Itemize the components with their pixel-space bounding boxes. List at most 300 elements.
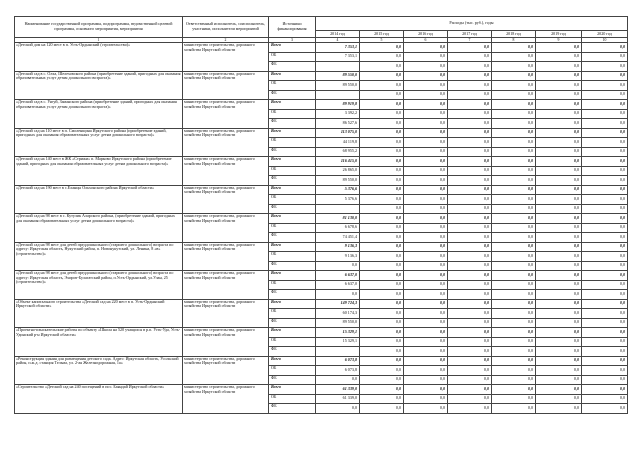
- expense-value: 0,0: [536, 119, 582, 129]
- expense-value: 0,0: [360, 71, 404, 81]
- expense-value: 0,0: [360, 195, 404, 205]
- expense-value: 0,0: [360, 100, 404, 110]
- expense-value: 0,0: [536, 328, 582, 338]
- measure-executor: министерство строительства, дорожного хозяйства Иркутской области: [183, 271, 269, 300]
- expense-value: 0,0: [404, 71, 448, 81]
- expense-value: 0,0: [360, 242, 404, 252]
- expense-value: 0,0: [582, 138, 628, 148]
- table-row: [15, 242, 628, 252]
- expense-value: 0,0: [536, 252, 582, 262]
- expense-value: 0,0: [448, 356, 492, 366]
- funding-source: ФБ: [269, 404, 316, 414]
- funding-source: ОБ: [269, 280, 316, 290]
- table-row: [15, 185, 628, 195]
- expense-value: 6 678,6: [316, 223, 360, 233]
- expense-value: 0,0: [582, 309, 628, 319]
- measure-name: «Реконструкция здания для размещения детского сада. Адрес: Иркутская область, Усольский район, п.ж.д. станция Тельма, ул. 2-ая Железнодорожная, 1а»: [15, 356, 183, 385]
- expense-value: 0,0: [492, 166, 536, 176]
- expense-value: 0,0: [492, 195, 536, 205]
- expense-value: 0,0: [582, 147, 628, 157]
- expense-value: 89 550,0: [316, 318, 360, 328]
- expense-value: 5 376,6: [316, 185, 360, 195]
- measure-name: «Детский сад на 98 мест в с. Кутулик Аларского района, (приобретение зданий, пригодных для оказания образовательных услуг детям дошкольного возраста)»: [15, 214, 183, 243]
- funding-source: ФБ: [269, 233, 316, 243]
- expense-value: 0,0: [582, 328, 628, 338]
- expense-value: 0,0: [404, 119, 448, 129]
- expense-value: 0,0: [360, 176, 404, 186]
- expense-value: 0,0: [536, 166, 582, 176]
- expense-value: 0,0: [360, 233, 404, 243]
- table-row: [15, 100, 628, 110]
- funding-source: ФБ: [269, 375, 316, 385]
- measure-name: «Объект капитального строительства «Детский сад на 220 мест в п. Усть-Ордынский Иркутской области»: [15, 299, 183, 328]
- expense-table: [14, 16, 628, 414]
- expense-value: 0,0: [536, 52, 582, 62]
- table-row: [15, 128, 628, 138]
- measure-executor: министерство строительства, дорожного хозяйства Иркутской области: [183, 128, 269, 157]
- expense-value: 0,0: [448, 62, 492, 72]
- column-index-cell: 1: [15, 38, 183, 43]
- expense-value: 149 724,3: [316, 299, 360, 309]
- expense-value: 0,0: [316, 261, 360, 271]
- expense-value: 0,0: [360, 394, 404, 404]
- expense-value: 0,0: [536, 233, 582, 243]
- expense-value: 0,0: [404, 242, 448, 252]
- expense-value: 0,0: [536, 375, 582, 385]
- expense-value: 0,0: [536, 385, 582, 395]
- expense-value: 0,0: [492, 100, 536, 110]
- column-index-cell: 2: [183, 38, 269, 43]
- funding-source: Всего: [269, 128, 316, 138]
- expense-value: 0,0: [582, 299, 628, 309]
- expense-value: 0,0: [448, 71, 492, 81]
- expense-value: 0,0: [582, 385, 628, 395]
- expense-value: 0,0: [404, 318, 448, 328]
- expense-value: 7 353,1: [316, 52, 360, 62]
- expense-value: 0,0: [492, 62, 536, 72]
- expense-value: 0,0: [448, 176, 492, 186]
- expense-value: 0,0: [492, 204, 536, 214]
- expense-value: 61 339,0: [316, 385, 360, 395]
- expense-value: 0,0: [582, 157, 628, 167]
- expense-value: 0,0: [360, 185, 404, 195]
- expense-value: 0,0: [492, 328, 536, 338]
- header-year: 2015 год: [360, 31, 404, 38]
- expense-value: 0,0: [582, 100, 628, 110]
- expense-value: 6 073,8: [316, 366, 360, 376]
- expense-value: 7 353,1: [316, 43, 360, 53]
- table-row: [15, 71, 628, 81]
- expense-value: 0,0: [536, 242, 582, 252]
- expense-value: 0,0: [492, 404, 536, 414]
- funding-source: Всего: [269, 356, 316, 366]
- funding-source: ФБ: [269, 147, 316, 157]
- expense-value: 0,0: [448, 81, 492, 91]
- expense-value: 0,0: [492, 337, 536, 347]
- expense-table-sheet: [14, 16, 627, 414]
- expense-value: 0,0: [448, 109, 492, 119]
- expense-value: 0,0: [316, 290, 360, 300]
- expense-value: 0,0: [536, 318, 582, 328]
- measure-name: «Детский дом на 120 мест в п. Усть-Ордынский (строительство)»: [15, 43, 183, 72]
- expense-value: 0,0: [448, 52, 492, 62]
- expense-value: 0,0: [536, 404, 582, 414]
- expense-value: 0,0: [360, 109, 404, 119]
- expense-value: 0,0: [582, 195, 628, 205]
- expense-value: 0,0: [536, 157, 582, 167]
- expense-value: 0,0: [536, 147, 582, 157]
- expense-value: 0,0: [360, 318, 404, 328]
- expense-value: 0,0: [582, 394, 628, 404]
- funding-source: ОБ: [269, 195, 316, 205]
- expense-value: 0,0: [536, 90, 582, 100]
- expense-value: 0,0: [536, 223, 582, 233]
- table-row: [15, 43, 628, 53]
- expense-value: 113 075,0: [316, 128, 360, 138]
- expense-value: 0,0: [582, 375, 628, 385]
- expense-value: 0,0: [582, 128, 628, 138]
- expense-value: 0,0: [316, 375, 360, 385]
- expense-value: 0,0: [492, 81, 536, 91]
- expense-value: 0,0: [582, 280, 628, 290]
- expense-value: 0,0: [404, 90, 448, 100]
- expense-value: 0,0: [448, 128, 492, 138]
- expense-value: 89 550,0: [316, 81, 360, 91]
- expense-value: 0,0: [448, 195, 492, 205]
- funding-source: ОБ: [269, 337, 316, 347]
- expense-value: 0,0: [360, 81, 404, 91]
- expense-value: 0,0: [492, 394, 536, 404]
- expense-value: 0,0: [316, 404, 360, 414]
- expense-value: 74 451,4: [316, 233, 360, 243]
- expense-value: 0,0: [448, 290, 492, 300]
- expense-value: 0,0: [582, 261, 628, 271]
- expense-value: 0,0: [448, 394, 492, 404]
- column-index-cell: 3: [269, 38, 316, 43]
- measure-name: «Детский сад в с. Уягуй, Заманского района (приобретение зданий, пригодных для оказания образовательных услуг детям дошкольного возраста)»: [15, 100, 183, 129]
- expense-value: 0,0: [404, 109, 448, 119]
- expense-value: 15 329,1: [316, 337, 360, 347]
- expense-value: 0,0: [536, 299, 582, 309]
- expense-value: 0,0: [360, 214, 404, 224]
- column-index-cell: 4: [316, 38, 360, 43]
- funding-source: ФБ: [269, 90, 316, 100]
- expense-value: 60 174,3: [316, 309, 360, 319]
- expense-value: 0,0: [582, 109, 628, 119]
- measure-executor: министерство строительства, дорожного хозяйства Иркутской области: [183, 71, 269, 100]
- expense-value: 0,0: [404, 328, 448, 338]
- funding-source: ОБ: [269, 223, 316, 233]
- expense-value: 0,0: [582, 223, 628, 233]
- funding-source: ФБ: [269, 204, 316, 214]
- expense-value: 0,0: [404, 157, 448, 167]
- expense-value: 0,0: [492, 375, 536, 385]
- expense-value: 0,0: [536, 71, 582, 81]
- expense-value: 0,0: [536, 261, 582, 271]
- header-executor: Ответственный исполнитель, соисполнитель, участники, исполнители мероприятий: [183, 17, 269, 38]
- expense-value: 0,0: [448, 261, 492, 271]
- expense-value: 0,0: [404, 185, 448, 195]
- expense-value: 0,0: [536, 271, 582, 281]
- expense-value: 0,0: [536, 280, 582, 290]
- expense-value: 0,0: [492, 318, 536, 328]
- funding-source: Всего: [269, 299, 316, 309]
- expense-value: 0,0: [360, 356, 404, 366]
- expense-value: 0,0: [360, 280, 404, 290]
- expense-value: 0,0: [448, 90, 492, 100]
- expense-value: 0,0: [360, 337, 404, 347]
- expense-value: 0,0: [404, 52, 448, 62]
- funding-source: Всего: [269, 100, 316, 110]
- measure-executor: министерство строительства, дорожного хозяйства Иркутской области: [183, 100, 269, 129]
- expense-value: 0,0: [448, 280, 492, 290]
- expense-value: 0,0: [536, 62, 582, 72]
- expense-value: 44 119,8: [316, 138, 360, 148]
- expense-value: 0,0: [448, 233, 492, 243]
- expense-value: 0,0: [360, 252, 404, 262]
- expense-value: 0,0: [536, 138, 582, 148]
- expense-value: 0,0: [492, 242, 536, 252]
- expense-value: 0,0: [582, 166, 628, 176]
- expense-value: 0,0: [492, 71, 536, 81]
- expense-value: 0,0: [492, 138, 536, 148]
- expense-value: 0,0: [404, 394, 448, 404]
- expense-value: 89 550,0: [316, 71, 360, 81]
- expense-value: 0,0: [360, 290, 404, 300]
- expense-value: 0,0: [404, 81, 448, 91]
- measure-executor: министерство строительства, дорожного хозяйства Иркутской области: [183, 328, 269, 357]
- expense-value: 0,0: [404, 214, 448, 224]
- expense-value: 0,0: [404, 375, 448, 385]
- expense-value: 0,0: [404, 100, 448, 110]
- header-expenses: Расходы (тыс. руб.), годы: [316, 17, 628, 31]
- expense-value: 0,0: [582, 81, 628, 91]
- expense-value: 26 865,0: [316, 166, 360, 176]
- expense-value: 0,0: [492, 147, 536, 157]
- funding-source: ОБ: [269, 252, 316, 262]
- measure-executor: министерство строительства, дорожного хозяйства Иркутской области: [183, 157, 269, 186]
- measure-name: «Детский сад на 110 мест в п. Смоленщина Иркутского района (приобретение зданий, пригодных для оказания образовательных услуг детям дошкольного возраста)»: [15, 128, 183, 157]
- expense-value: 0,0: [360, 128, 404, 138]
- expense-value: 0,0: [404, 195, 448, 205]
- expense-value: 0,0: [404, 166, 448, 176]
- expense-value: 0,0: [582, 356, 628, 366]
- expense-value: 0,0: [536, 356, 582, 366]
- expense-value: 0,0: [582, 90, 628, 100]
- measure-executor: министерство строительства, дорожного хозяйства Иркутской области: [183, 356, 269, 385]
- funding-source: ОБ: [269, 309, 316, 319]
- expense-value: 0,0: [360, 138, 404, 148]
- expense-value: 0,0: [582, 347, 628, 357]
- funding-source: Всего: [269, 185, 316, 195]
- expense-value: 0,0: [360, 43, 404, 53]
- funding-source: Всего: [269, 385, 316, 395]
- expense-value: 0,0: [404, 43, 448, 53]
- header-year: 2014 год: [316, 31, 360, 38]
- expense-value: 0,0: [448, 318, 492, 328]
- measure-executor: министерство строительства, дорожного хозяйства Иркутской области: [183, 43, 269, 72]
- expense-value: 0,0: [404, 337, 448, 347]
- expense-value: 3 392,2: [316, 109, 360, 119]
- expense-value: [316, 204, 360, 214]
- expense-value: 0,0: [492, 214, 536, 224]
- column-index-cell: 10: [582, 38, 628, 43]
- header-year: 2017 год: [448, 31, 492, 38]
- expense-value: 0,0: [360, 147, 404, 157]
- expense-value: 0,0: [448, 309, 492, 319]
- expense-value: 0,0: [582, 71, 628, 81]
- expense-value: 0,0: [448, 404, 492, 414]
- column-index-cell: 6: [404, 38, 448, 43]
- table-row: [15, 271, 628, 281]
- expense-value: 0,0: [360, 385, 404, 395]
- expense-value: 0,0: [448, 214, 492, 224]
- measure-name: «Детский сад на 140 мест в ЖК «Стрижи» п. Марково Иркутского района (приобретение зданий, пригодных для оказания образовательных услуг детям дошкольного возраста)»: [15, 157, 183, 186]
- measure-executor: министерство строительства, дорожного хозяйства Иркутской области: [183, 242, 269, 271]
- expense-value: 0,0: [448, 242, 492, 252]
- expense-value: 0,0: [404, 223, 448, 233]
- expense-value: 0,0: [582, 242, 628, 252]
- funding-source: ОБ: [269, 138, 316, 148]
- measure-executor: министерство строительства, дорожного хозяйства Иркутской области: [183, 299, 269, 328]
- expense-value: 0,0: [360, 375, 404, 385]
- table-row: [15, 356, 628, 366]
- expense-value: 0,0: [360, 223, 404, 233]
- expense-value: 89 919,8: [316, 100, 360, 110]
- expense-value: 0,0: [582, 176, 628, 186]
- expense-value: 0,0: [448, 252, 492, 262]
- expense-value: 0,0: [404, 252, 448, 262]
- expense-value: 0,0: [360, 52, 404, 62]
- expense-value: 0,0: [404, 404, 448, 414]
- expense-value: 0,0: [360, 366, 404, 376]
- expense-value: 0,0: [360, 261, 404, 271]
- funding-source: ФБ: [269, 62, 316, 72]
- expense-value: 0,0: [404, 385, 448, 395]
- expense-value: 0,0: [360, 299, 404, 309]
- expense-value: 89 550,0: [316, 176, 360, 186]
- expense-value: 0,0: [404, 261, 448, 271]
- expense-value: 0,0: [360, 157, 404, 167]
- expense-value: 0,0: [448, 271, 492, 281]
- expense-value: 0,0: [360, 404, 404, 414]
- expense-value: 0,0: [492, 347, 536, 357]
- expense-value: 0,0: [404, 176, 448, 186]
- funding-source: ОБ: [269, 109, 316, 119]
- expense-value: 0,0: [582, 366, 628, 376]
- expense-value: 0,0: [536, 366, 582, 376]
- expense-value: 0,0: [360, 271, 404, 281]
- expense-value: 0,0: [582, 252, 628, 262]
- expense-value: 0,0: [404, 309, 448, 319]
- expense-value: 0,0: [536, 214, 582, 224]
- expense-value: 0,0: [536, 176, 582, 186]
- measure-name: «Детский сад на 98 мест для детей преддошкольного (старшего дошкольного) возраста по адресу: Иркутская область, Нукутский район, п. Новонукутский, ул. Ленина, 8 «в» (строительство)»: [15, 242, 183, 271]
- expense-value: [316, 90, 360, 100]
- expense-value: 0,0: [448, 185, 492, 195]
- header-year: 2019 год: [536, 31, 582, 38]
- expense-value: 0,0: [492, 280, 536, 290]
- column-index-cell: 5: [360, 38, 404, 43]
- expense-value: 0,0: [492, 109, 536, 119]
- expense-value: 0,0: [492, 90, 536, 100]
- expense-value: 0,0: [448, 166, 492, 176]
- table-row: [15, 385, 628, 395]
- funding-source: ФБ: [269, 119, 316, 129]
- expense-value: 0,0: [492, 271, 536, 281]
- funding-source: Всего: [269, 43, 316, 53]
- expense-value: 0,0: [582, 271, 628, 281]
- expense-value: 0,0: [360, 119, 404, 129]
- measure-executor: министерство строительства, дорожного хозяйства Иркутской области: [183, 214, 269, 243]
- column-index-cell: 7: [448, 38, 492, 43]
- expense-value: 0,0: [582, 52, 628, 62]
- expense-value: 0,0: [448, 147, 492, 157]
- measure-name: «Детский сад на 98 мест для детей преддошкольного (старшего дошкольного) возраста по адресу: Иркутская область, Эхирит-Булагатский район, п.Усть-Ордынский, ул.Улан, 25 (строительство)»: [15, 271, 183, 300]
- expense-value: 0,0: [404, 62, 448, 72]
- expense-value: 0,0: [448, 119, 492, 129]
- measure-name: «Проектно-изыскательские работы по объекту «Школа на 520 учащихся в р.п. Усть-Уда, Усть-Удинский р-н Иркутской области»: [15, 328, 183, 357]
- expense-value: 0,0: [536, 195, 582, 205]
- expense-value: 86 527,6: [316, 119, 360, 129]
- expense-value: 0,0: [360, 166, 404, 176]
- funding-source: ФБ: [269, 347, 316, 357]
- expense-value: 6 073,8: [316, 356, 360, 366]
- header-year: 2016 год: [404, 31, 448, 38]
- expense-value: 0,0: [492, 233, 536, 243]
- funding-source: Всего: [269, 328, 316, 338]
- column-index-cell: 9: [536, 38, 582, 43]
- expense-value: 0,0: [404, 366, 448, 376]
- expense-value: 0,0: [448, 157, 492, 167]
- expense-value: 0,0: [582, 62, 628, 72]
- expense-value: 0,0: [492, 252, 536, 262]
- funding-source: ОБ: [269, 52, 316, 62]
- expense-value: 0,0: [492, 157, 536, 167]
- expense-value: 0,0: [492, 261, 536, 271]
- expense-value: 0,0: [448, 328, 492, 338]
- expense-value: 0,0: [448, 337, 492, 347]
- expense-value: 0,0: [404, 128, 448, 138]
- expense-value: 0,0: [492, 309, 536, 319]
- expense-value: 0,0: [448, 100, 492, 110]
- table-row: [15, 214, 628, 224]
- expense-value: 0,0: [536, 337, 582, 347]
- measure-name: «Строительство «Детский сад на 240 посещений в пос. Баяндай Иркутской области»: [15, 385, 183, 414]
- expense-value: 0,0: [360, 309, 404, 319]
- expense-value: 0,0: [536, 185, 582, 195]
- expense-value: 0,0: [582, 404, 628, 414]
- expense-value: 6 637,0: [316, 271, 360, 281]
- measure-executor: министерство строительства, дорожного хозяйства Иркутской области: [183, 185, 269, 214]
- expense-value: 0,0: [492, 366, 536, 376]
- expense-value: [316, 62, 360, 72]
- expense-value: 0,0: [360, 328, 404, 338]
- expense-value: 61 339,0: [316, 394, 360, 404]
- expense-value: 0,0: [582, 233, 628, 243]
- header-year: 2020 год: [582, 31, 628, 38]
- header-year: 2018 год: [492, 31, 536, 38]
- expense-value: 15 329,1: [316, 328, 360, 338]
- expense-value: 0,0: [404, 271, 448, 281]
- expense-value: 0,0: [536, 347, 582, 357]
- header-source: Источники финансирования: [269, 17, 316, 38]
- expense-value: 9 136,3: [316, 242, 360, 252]
- expense-value: 0,0: [492, 223, 536, 233]
- table-row: [15, 157, 628, 167]
- expense-value: 0,0: [404, 138, 448, 148]
- expense-value: 0,0: [582, 119, 628, 129]
